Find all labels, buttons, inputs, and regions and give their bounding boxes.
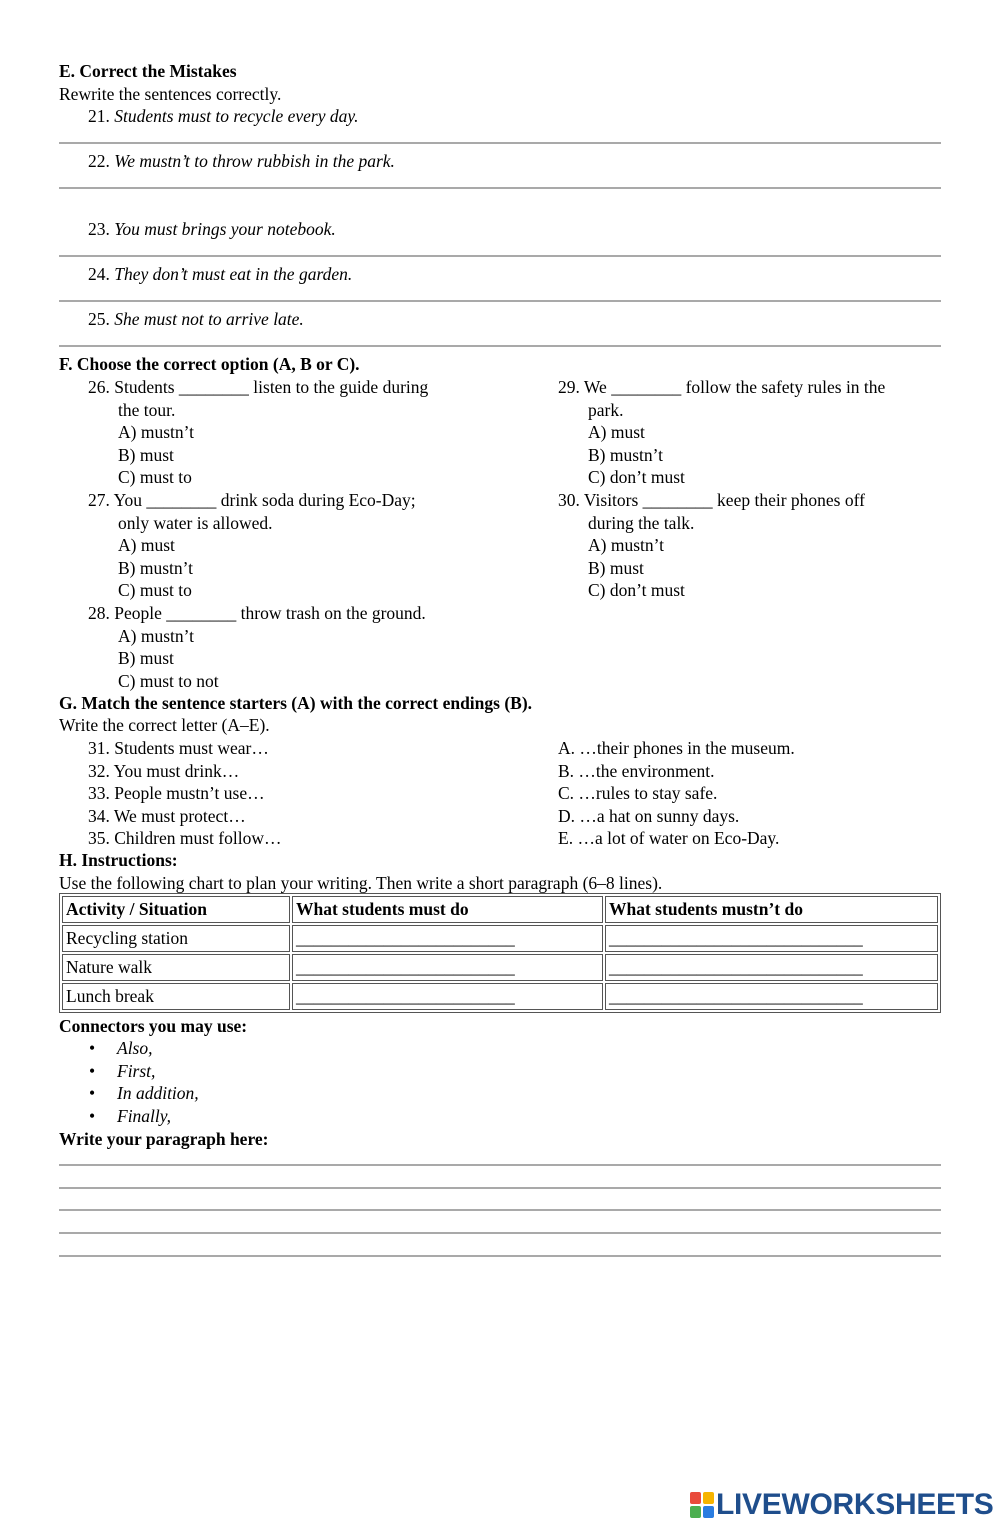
option-a[interactable]: A) mustn’t xyxy=(118,422,194,443)
mustnt-answer-field[interactable]: _____________________________ xyxy=(605,954,938,981)
chart-header-row xyxy=(62,896,938,923)
question-25 xyxy=(88,308,304,331)
mustnt-answer-field[interactable]: _____________________________ xyxy=(605,925,938,952)
question-text: You must brings your notebook. xyxy=(114,219,336,239)
question-line: the tour. xyxy=(118,399,176,420)
paragraph-line[interactable] xyxy=(59,1187,941,1189)
question-number: 21. xyxy=(88,106,110,126)
match-ending: C. …rules to stay safe. xyxy=(558,783,718,804)
question-text: They don’t must eat in the garden. xyxy=(114,264,353,284)
option-a[interactable]: A) must xyxy=(118,535,175,556)
paragraph-line[interactable] xyxy=(59,1209,941,1211)
match-starter: 33. People mustn’t use… xyxy=(88,783,265,804)
table-row xyxy=(62,954,938,981)
option-c[interactable]: C) don’t must xyxy=(588,580,685,601)
option-b[interactable]: B) mustn’t xyxy=(588,444,664,465)
match-starter: 31. Students must wear… xyxy=(88,738,269,758)
table-row xyxy=(62,983,938,1010)
list-item xyxy=(59,1082,199,1105)
section-g-title: G. Match the sentence starters (A) with the correct endings (B). xyxy=(59,693,533,713)
section-f-title: F. Choose the correct option (A, B or C). xyxy=(59,354,360,374)
option-b[interactable]: B) must xyxy=(118,444,174,465)
connectors-list xyxy=(59,1037,199,1127)
option-b[interactable]: B) must xyxy=(588,557,644,578)
question-text: She must not to arrive late. xyxy=(114,309,304,329)
match-starters xyxy=(88,737,281,850)
match-ending: E. …a lot of water on Eco-Day. xyxy=(558,828,780,849)
question-line: 30. Visitors ________ keep their phones off xyxy=(558,490,865,510)
header-must: What students must do xyxy=(292,896,603,923)
answer-line-22[interactable] xyxy=(59,187,941,189)
connector-text: Also, xyxy=(117,1038,153,1058)
question-number: 22. xyxy=(88,151,110,171)
option-b[interactable]: B) mustn’t xyxy=(118,557,194,578)
option-c[interactable]: C) must to not xyxy=(118,670,219,691)
match-ending: A. …their phones in the museum. xyxy=(558,738,795,758)
question-line: 27. You ________ drink soda during Eco-Day; xyxy=(88,490,416,510)
paragraph-line[interactable] xyxy=(59,1255,941,1257)
logo-square xyxy=(703,1492,714,1504)
question-24 xyxy=(88,263,352,286)
question-line: 28. People ________ throw trash on the ground. xyxy=(88,603,426,623)
question-29 xyxy=(558,376,885,489)
match-starter: 35. Children must follow… xyxy=(88,828,282,849)
question-number: 25. xyxy=(88,309,110,329)
activity-cell: Lunch break xyxy=(62,983,290,1010)
connector-text: First, xyxy=(117,1060,156,1081)
option-a[interactable]: A) mustn’t xyxy=(118,625,194,646)
bullet-icon: • xyxy=(89,1038,96,1058)
paragraph-line[interactable] xyxy=(59,1164,941,1166)
question-30 xyxy=(558,489,865,602)
question-26 xyxy=(88,376,428,489)
must-answer-field[interactable]: _________________________ xyxy=(292,925,603,952)
match-endings xyxy=(558,737,795,850)
question-number: 24. xyxy=(88,264,110,284)
option-a[interactable]: A) must xyxy=(588,422,645,443)
question-number: 23. xyxy=(88,219,110,239)
list-item xyxy=(59,1060,199,1083)
question-21 xyxy=(88,105,359,128)
match-ending: B. …the environment. xyxy=(558,760,715,781)
must-answer-field[interactable]: _________________________ xyxy=(292,954,603,981)
connectors-title: Connectors you may use: xyxy=(59,1016,248,1036)
section-h-title: H. Instructions: xyxy=(59,850,178,870)
activity-cell: Nature walk xyxy=(62,954,290,981)
logo-square xyxy=(703,1506,714,1518)
option-b[interactable]: B) must xyxy=(118,648,174,669)
question-28 xyxy=(88,602,426,692)
logo-square xyxy=(690,1492,701,1504)
question-text: Students must to recycle every day. xyxy=(114,106,359,126)
list-item xyxy=(59,1037,199,1060)
match-starter: 32. You must drink… xyxy=(88,760,240,781)
logo-square xyxy=(690,1506,701,1518)
planning-chart xyxy=(59,893,941,1013)
write-prompt: Write your paragraph here: xyxy=(59,1129,269,1149)
question-line: during the talk. xyxy=(588,512,695,533)
connector-text: Finally, xyxy=(117,1105,171,1126)
bullet-icon: • xyxy=(89,1105,96,1126)
header-activity: Activity / Situation xyxy=(62,896,290,923)
activity-cell: Recycling station xyxy=(62,925,290,952)
match-starter: 34. We must protect… xyxy=(88,805,246,826)
section-g-instruction: Write the correct letter (A–E). xyxy=(59,715,270,735)
table-row xyxy=(62,925,938,952)
section-e-instruction: Rewrite the sentences correctly. xyxy=(59,84,282,104)
answer-line-23[interactable] xyxy=(59,255,941,257)
option-c[interactable]: C) don’t must xyxy=(588,467,685,488)
must-answer-field[interactable]: _________________________ xyxy=(292,983,603,1010)
mustnt-answer-field[interactable]: _____________________________ xyxy=(605,983,938,1010)
paragraph-line[interactable] xyxy=(59,1232,941,1234)
liveworksheets-logo xyxy=(690,1488,994,1522)
answer-line-24[interactable] xyxy=(59,300,941,302)
logo-text: LIVEWORKSHEETS xyxy=(716,1487,994,1521)
question-line: park. xyxy=(588,399,624,420)
section-h-instruction: Use the following chart to plan your writing. Then write a short paragraph (6–8 lines). xyxy=(59,873,663,893)
question-text: We mustn’t to throw rubbish in the park. xyxy=(114,151,395,171)
bullet-icon: • xyxy=(89,1060,96,1081)
logo-icon xyxy=(690,1492,714,1518)
question-23 xyxy=(88,218,336,241)
answer-line-25[interactable] xyxy=(59,345,941,347)
header-mustnt: What students mustn’t do xyxy=(605,896,938,923)
question-22 xyxy=(88,150,395,173)
answer-line-21[interactable] xyxy=(59,142,941,144)
option-c[interactable]: C) must to xyxy=(118,467,192,488)
option-c[interactable]: C) must to xyxy=(118,580,192,601)
question-27 xyxy=(88,489,416,602)
list-item xyxy=(59,1105,199,1128)
question-line: 29. We ________ follow the safety rules in the xyxy=(558,377,886,397)
match-ending: D. …a hat on sunny days. xyxy=(558,805,740,826)
option-a[interactable]: A) mustn’t xyxy=(588,535,664,556)
question-line: only water is allowed. xyxy=(118,512,273,533)
question-line: 26. Students ________ listen to the guide during xyxy=(88,377,429,397)
section-e-title: E. Correct the Mistakes xyxy=(59,61,237,81)
bullet-icon: • xyxy=(89,1083,96,1104)
connector-text: In addition, xyxy=(117,1083,199,1104)
